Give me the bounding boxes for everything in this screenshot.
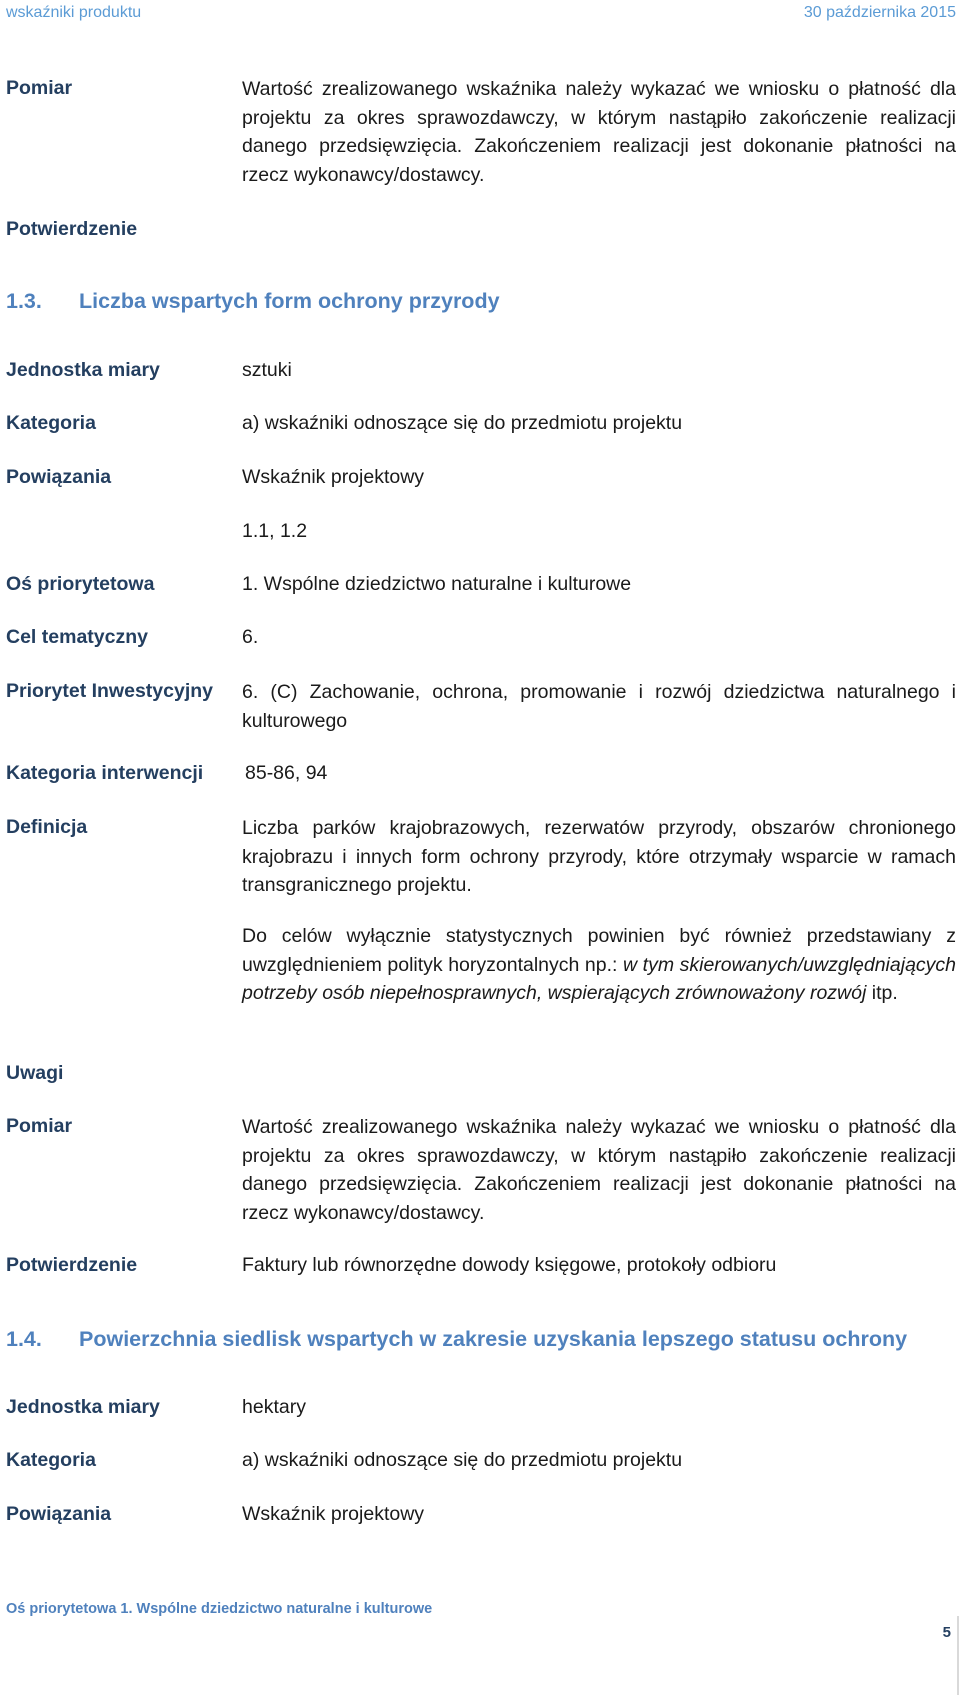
definicja-label: Definicja	[6, 816, 88, 838]
jednostka-value: hektary	[242, 1396, 306, 1418]
powiazania-label: Powiązania	[6, 1503, 112, 1525]
kategoria-label: Kategoria	[6, 412, 96, 434]
jednostka-value: sztuki	[242, 359, 292, 381]
page-number-rule	[957, 1616, 959, 1695]
potwierdzenie-label-prev: Potwierdzenie	[6, 218, 138, 240]
header-left: wskaźniki produktu	[6, 4, 142, 21]
uwagi-label: Uwagi	[6, 1062, 64, 1084]
definicja-note-emph: w tym skierowanych/uwzględniających potrzeby osób niepełnosprawnych, wspierających zrównoważony rozwój	[242, 953, 957, 1004]
powiazania-label: Powiązania	[6, 466, 112, 488]
cel-label: Cel tematyczny	[6, 626, 148, 648]
section-heading-1-3	[6, 289, 500, 314]
section-number: 1.3.	[6, 289, 42, 313]
pomiar-label-prev: Pomiar	[6, 77, 73, 99]
interwencja-value: 85-86, 94	[245, 762, 328, 784]
section-title: Powierzchnia siedlisk wspartych w zakresie uzyskania lepszego statusu ochrony	[79, 1327, 908, 1351]
pomiar-text-prev: Wartość zrealizowanego wskaźnika należy wykazać we wniosku o płatność dla projektu za okres sprawozdawczy, w którym nastąpiło zakończenie realizacji danego przedsięwzięcia. Zakończeniem realizacji jest dokonanie płatności na rzecz wykonawcy/dostawcy.	[242, 78, 956, 186]
potwierdzenie-label: Potwierdzenie	[6, 1254, 138, 1276]
powiazania-indicators: 1.1, 1.2	[242, 520, 308, 542]
page-number: 5	[942, 1624, 951, 1641]
interwencja-label: Kategoria interwencji	[6, 762, 204, 784]
powiazania-value: Wskaźnik projektowy	[242, 466, 425, 488]
pomiar-label: Pomiar	[6, 1115, 73, 1137]
pomiar-text: Wartość zrealizowanego wskaźnika należy wykazać we wniosku o płatność dla projektu za okres sprawozdawczy, w którym nastąpiło zakończenie realizacji danego przedsięwzięcia. Zakończeniem realizacji jest dokonanie płatności na rzecz wykonawcy/dostawcy.	[242, 1116, 956, 1224]
potwierdzenie-value: Faktury lub równorzędne dowody księgowe, protokoły odbioru	[242, 1254, 777, 1276]
section-heading-1-4	[6, 1327, 907, 1352]
powiazania-value: Wskaźnik projektowy	[242, 1503, 425, 1525]
os-value: 1. Wspólne dziedzictwo naturalne i kulturowe	[242, 573, 632, 595]
definicja-note	[242, 922, 956, 1008]
page-header	[0, 2, 960, 24]
os-label: Oś priorytetowa	[6, 573, 155, 595]
definicja-note-end: itp.	[866, 982, 898, 1004]
kategoria-value: a) wskaźniki odnoszące się do przedmiotu projektu	[242, 1449, 683, 1471]
priorytet-label: Priorytet Inwestycyjny	[6, 680, 213, 702]
definicja-note-lead: Do celów wyłącznie statystycznych powinien być również przedstawiany z uwzględnieniem polityk horyzontalnych np.:	[242, 925, 956, 976]
section-number: 1.4.	[6, 1327, 42, 1351]
kategoria-label: Kategoria	[6, 1449, 96, 1471]
priorytet-value: 6. (C) Zachowanie, ochrona, promowanie i rozwój dziedzictwa naturalnego i kulturowego	[242, 681, 956, 732]
definicja-text: Liczba parków krajobrazowych, rezerwatów przyrody, obszarów chronionego krajobrazu i innych form ochrony przyrody, które otrzymały wsparcie w ramach transgranicznego projektu.	[242, 817, 956, 896]
page-footer: Oś priorytetowa 1. Wspólne dziedzictwo naturalne i kulturowe	[6, 1601, 433, 1617]
jednostka-label: Jednostka miary	[6, 359, 160, 381]
kategoria-value: a) wskaźniki odnoszące się do przedmiotu projektu	[242, 412, 683, 434]
section-title: Liczba wspartych form ochrony przyrody	[79, 289, 500, 313]
jednostka-label: Jednostka miary	[6, 1396, 160, 1418]
cel-value: 6.	[242, 626, 259, 648]
header-date: 30 października 2015	[803, 4, 956, 21]
